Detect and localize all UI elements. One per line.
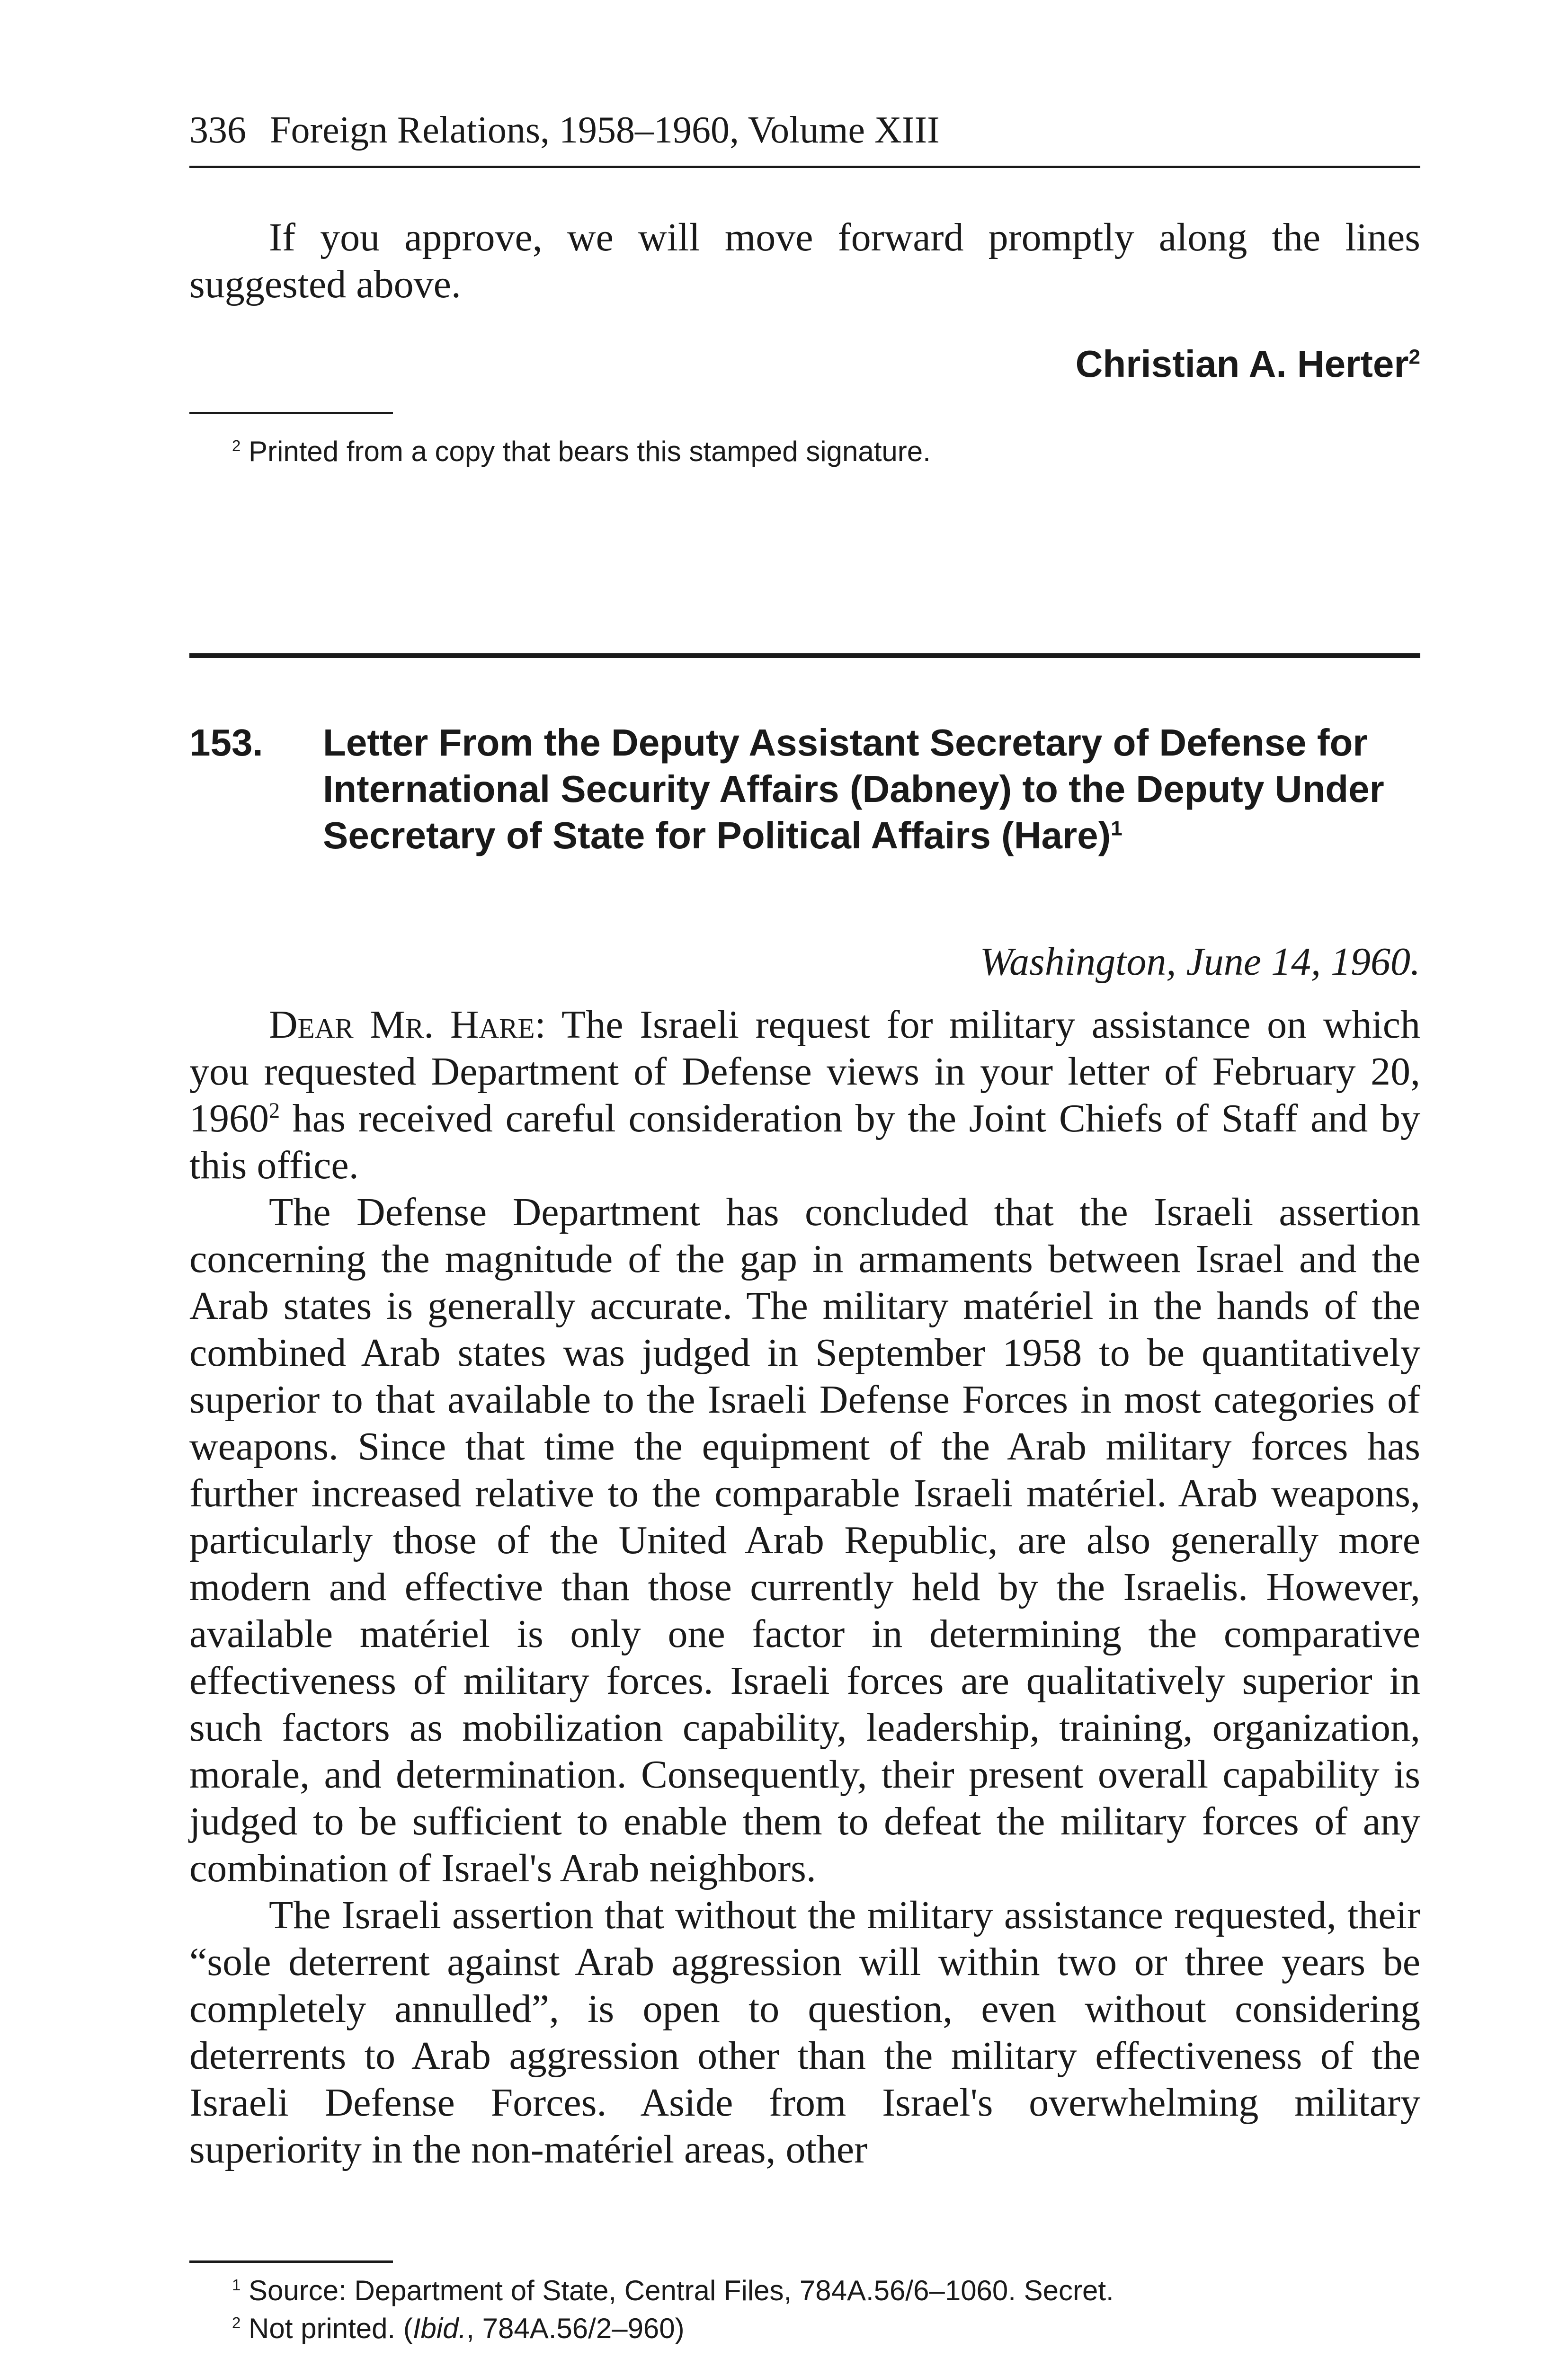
footnote-1-text: Source: Department of State, Central Files, 784A.56/6–1060. Secret. — [249, 2275, 1114, 2306]
paragraph-1-text-a: The Israeli request for military assistance on which you requested Department of Defense views in your letter of February 20, 1960 — [189, 1003, 1421, 1140]
signature-footnote-ref: 2 — [1408, 345, 1420, 369]
letter-paragraph-1 — [189, 1001, 1420, 1189]
signature — [189, 343, 1420, 385]
running-head — [189, 111, 1420, 149]
footnote-2-text-b: , 784A.56/2–960) — [466, 2313, 685, 2344]
footnote-2-ibid: Ibid. — [412, 2313, 467, 2344]
footnote-text: Printed from a copy that bears this stamped signature. — [249, 436, 931, 467]
intro-paragraph-block — [189, 214, 1420, 308]
page-number: 336 — [189, 109, 246, 151]
footnote-1 — [232, 2272, 1416, 2309]
footnote-rule — [189, 412, 393, 414]
paragraph-1-text-b: has received careful consideration by the Joint Chiefs of Staff and by this office. — [189, 1096, 1420, 1187]
document-title-block — [323, 720, 1420, 859]
letter-paragraph-3: The Israeli assertion that without the military assistance requested, their “sole deterrent against Arab aggression will within two or three years be completely annulled”, is open to question, even without considering deterrents to Arab aggression other than the military effectiveness of the Israeli Defense Forces. Aside from Israel's overwhelming military superiority in the non-matériel areas, other — [189, 1893, 1420, 2171]
footnote-2-text-a: Not printed. ( — [249, 2313, 413, 2344]
section-divider — [189, 653, 1420, 658]
letter-paragraph-2: The Defense Department has concluded that the Israeli assertion concerning the magnitude of the gap in armaments between Israel and the Arab states is generally accurate. The military matériel in the hands of the combined Arab states was judged in September 1958 to be quantitatively superior to that available to the Israeli Defense Forces in most categories of weapons. Since that time the equipment of the Arab military forces has further increased relative to the comparable Israeli matériel. Arab weapons, particularly those of the United Arab Republic, are also generally more modern and effective than those currently held by the Israelis. However, available matériel is only one factor in determining the comparative effectiveness of military forces. Israeli forces are qualitatively superior in such factors as mobilization capability, leadership, training, organization, morale, and determination. Consequently, their present overall capability is judged to be sufficient to enable them to defeat the military forces of any combination of Israel's Arab neighbors. — [189, 1190, 1420, 1890]
dateline: Washington, June 14, 1960. — [980, 940, 1420, 984]
document-number: 153. — [189, 721, 263, 764]
volume-title: Foreign Relations, 1958–1960, Volume XIII — [270, 109, 940, 151]
footnote-rule-2 — [189, 2260, 393, 2263]
letter-body — [189, 1001, 1420, 2173]
paragraph-1-footnote-ref: 2 — [269, 1098, 280, 1122]
footnote-2 — [232, 2310, 1416, 2347]
footnote-signature — [232, 433, 1416, 470]
footnote-number: 2 — [232, 437, 241, 454]
document-title: Letter From the Deputy Assistant Secretary of Defense for International Security Affairs (Dabney) to the Deputy Under Secretary of State for Political Affairs (Hare) — [323, 721, 1384, 856]
header-rule — [189, 166, 1420, 168]
footnote-2-number: 2 — [232, 2314, 241, 2331]
intro-paragraph: If you approve, we will move forward promptly along the lines suggested above. — [189, 215, 1420, 306]
document-heading — [189, 720, 1420, 859]
salutation: Dear Mr. Hare: — [269, 1003, 546, 1047]
footnote-1-number: 1 — [232, 2276, 241, 2294]
signature-name: Christian A. Herter — [1075, 343, 1409, 385]
title-footnote-ref: 1 — [1111, 817, 1123, 840]
